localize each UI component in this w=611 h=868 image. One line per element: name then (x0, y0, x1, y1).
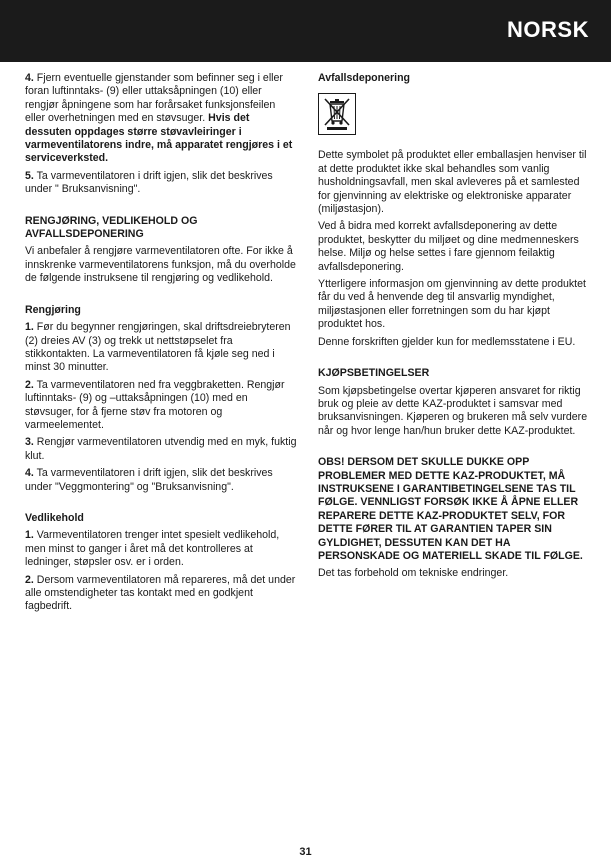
right-column (318, 72, 588, 585)
cleaning-step-4 (25, 467, 297, 494)
maintenance-step-1 (25, 529, 297, 569)
step-5-text: Ta varmeventilatoren i drift igjen, slik det beskrives under " Bruksanvisning". (25, 169, 273, 196)
crossed-out-wheelie-bin-icon (318, 93, 356, 135)
cleaning-step-3-text: Rengjør varmeventilatoren utvendig med en myk, fuktig klut. (25, 436, 297, 462)
purchase-terms-heading: KJØPSBETINGELSER (318, 367, 430, 380)
language-label: NORSK (507, 17, 589, 42)
maintenance-heading: Vedlikehold (25, 511, 84, 524)
section-intro: Vi anbefaler å rengjøre varmeventilatoren ofte. For ikke å innskrenke varmeventilatorens funksjon, må du overholde de følgende instruksene til rengjøring og vedlikehold. (25, 245, 296, 285)
step-4-paragraph (25, 72, 297, 166)
step-4-text: Fjern eventuelle gjenstander som befinner seg i eller foran luftinntaks- (9) eller uttaksåpningen (10) eller rengjør åpningene som har forårsaket funksjonsfeilen eller overhetningen med en støvsuger. (25, 72, 283, 125)
cleaning-step-4-number: 4. (25, 467, 34, 480)
warranty-warning: OBS! DERSOM DET SKULLE DUKKE OPP PROBLEMER MED DETTE KAZ-PRODUKTET, MÅ INSTRUKSENE I GARANTIBETINGELSENE TAS TIL FØLGE. VENNLIGST FORSØK IKKE Å ÅPNE ELLER REPARERE DETTE KAZ-PRODUKTET SELV, FOR DETTE FØRER TIL AT GARANTIEN TAPER SIN GYLDIGHET, DESSUTEN KAN DET HA PERSONSKADE OG MATERIELL SKADE TIL FØLGE. (318, 456, 583, 562)
maintenance-step-2 (25, 574, 297, 614)
technical-changes-note: Det tas forbehold om tekniske endringer. (318, 567, 509, 580)
cleaning-step-4-text: Ta varmeventilatoren i drift igjen, slik det beskrives under "Veggmontering" og "Bruksanvisning". (25, 467, 273, 493)
step-4-bold-text: Hvis det dessuten oppdages større støvavleiringer i varmeventilatorens indre, må apparatet rengjøres i et serviceverksted. (25, 112, 293, 165)
maintenance-step-1-text: Varmeventilatoren trenger intet spesielt vedlikehold, men minst to ganger i året må det kontrolleres at ledninger, støpsler osv. er i orden. (25, 529, 280, 569)
cleaning-step-2-number: 2. (25, 378, 34, 391)
step-5-paragraph (25, 170, 297, 197)
maintenance-step-1-number: 1. (25, 529, 34, 542)
maintenance-step-2-text: Dersom varmeventilatoren må repareres, må det under alle omstendigheter tas kontakt med en godkjent fagbedrift. (25, 573, 296, 613)
disposal-paragraph-2: Ved å bidra med korrekt avfallsdeponering av dette produktet, beskytter du miljøet og dine medmenneskers helse. Miljø og helse settes i fare gjennom feilaktig avfallsdeponering. (318, 220, 579, 273)
disposal-heading: Avfallsdeponering (318, 72, 411, 84)
cleaning-step-1-text: Før du begynner rengjøringen, skal driftsdreiebryteren (2) dreies AV (3) og trekk ut nettstøpselet fra stikkontakten. La varmeventilatoren få kjøle seg ned i minst 30 minutter. (25, 321, 291, 374)
language-header-bar (0, 0, 611, 62)
left-column (25, 72, 297, 618)
disposal-paragraph-4: Denne forskriften gjelder kun for medlemsstatene i EU. (318, 335, 576, 348)
cleaning-step-2 (25, 379, 297, 433)
cleaning-step-3 (25, 436, 297, 463)
cleaning-step-1 (25, 321, 297, 375)
maintenance-step-2-number: 2. (25, 573, 34, 586)
purchase-terms-text: Som kjøpsbetingelse overtar kjøperen ansvaret for riktig bruk og pleie av dette KAZ-produktet i samsvar med bruksanvisningen. Kjøperen og brukeren må selv vurdere når og hvor lenge han/hun bruker dette KAZ-produktet. (318, 384, 588, 437)
section-title-cleaning-maintenance: RENGJØRING, VEDLIKEHOLD OG AVFALLSDEPONERING (25, 214, 198, 241)
disposal-paragraph-1: Dette symbolet på produktet eller emballasjen henviser til at dette produktet ikke skal behandles som vanlig husholdningsavfall, men skal avleveres på et samlested for gjenvinning av elektriske og elektroniske apparater (miljøstasjon). (318, 149, 587, 216)
cleaning-heading: Rengjøring (25, 303, 81, 316)
page-number: 31 (299, 846, 312, 858)
step-4-number: 4. (25, 72, 34, 84)
cleaning-step-2-text: Ta varmeventilatoren ned fra veggbraketten. Rengjør luftinntaks- (9) og –uttaksåpningen (10) med en støvsuger, for å fjerne støv fra motoren og varmeelementet. (25, 378, 285, 431)
cleaning-step-1-number: 1. (25, 321, 34, 334)
step-5-number: 5. (25, 169, 34, 182)
cleaning-step-3-number: 3. (25, 436, 34, 449)
disposal-paragraph-3: Ytterligere informasjon om gjenvinning av dette produktet får du ved å henvende deg til ansvarlig myndighet, miljøstasjonen eller forretningen som du har kjøpt produktet hos. (318, 278, 586, 331)
